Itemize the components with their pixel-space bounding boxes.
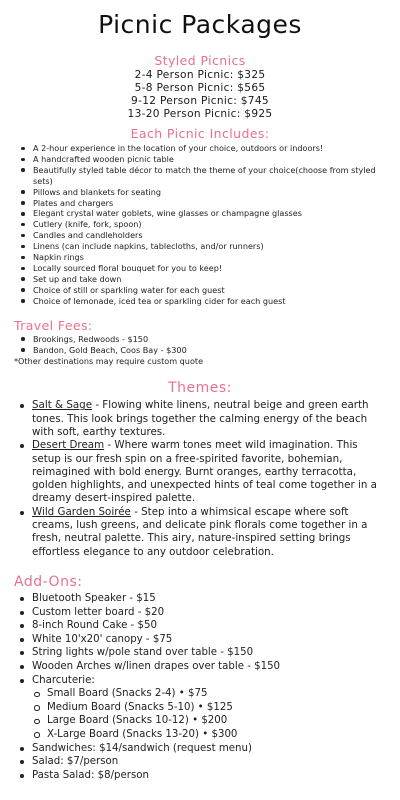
price-line: 2-4 Person Picnic: $325 (134, 69, 266, 81)
price-line: 13-20 Person Picnic: $925 (127, 108, 273, 120)
list-item: Set up and take down (14, 274, 386, 285)
list-item: Plates and chargers (14, 198, 386, 209)
theme-description: - Where warm tones meet wild imagination. This setup is our fresh spin on a free-spirited favorite, bohemian, reimagined with bold energy. Burnt oranges, earthy terracotta, golden highlights, and unexpected hints of teal come together in a dreamy desert-inspired palette. (32, 439, 377, 505)
addons-section (14, 574, 386, 782)
includes-heading: Each Picnic Includes: (130, 126, 270, 141)
list-item: Custom letter board - $20 (14, 606, 386, 620)
list-item: Choice of still or sparkling water for each guest (14, 285, 386, 296)
themes-heading: Themes: (168, 380, 232, 397)
addons-list (14, 592, 386, 782)
list-item: X-Large Board (Snacks 13-20) • $300 (14, 728, 386, 742)
travel-note: *Other destinations may require custom quote (14, 356, 204, 367)
list-item: Locally sourced floral bouquet for you to keep! (14, 263, 386, 274)
list-item: 8-inch Round Cake - $50 (14, 619, 386, 633)
list-item: Large Board (Snacks 10-12) • $200 (14, 714, 386, 728)
list-item: A handcrafted wooden picnic table (14, 154, 386, 165)
theme-name: Salt & Sage (32, 399, 93, 412)
theme-name: Wild Garden Soirée (32, 505, 131, 518)
list-item: Pillows and blankets for seating (14, 187, 386, 198)
travel-list (14, 334, 386, 356)
list-item: Choice of lemonade, iced tea or sparkling cider for each guest (14, 296, 386, 307)
list-item: Cutlery (knife, fork, spoon) (14, 219, 386, 230)
charcuterie-label: Charcuterie: (32, 674, 95, 686)
includes-list (14, 143, 386, 307)
list-item: Bluetooth Speaker - $15 (14, 592, 386, 606)
price-line: 9-12 Person Picnic: $745 (131, 95, 269, 107)
list-item: A 2-hour experience in the location of your choice, outdoors or indoors! (14, 143, 386, 154)
includes-section (14, 126, 386, 307)
theme-description: - Flowing white linens, neutral beige and green earth tones. This look brings together the calming energy of the beach with soft, earthy textures. (32, 399, 369, 438)
travel-section (14, 318, 386, 367)
list-item: Beautifully styled table décor to match the theme of your choice(choose from styled sets) (14, 165, 386, 187)
page-title: Picnic Packages (98, 10, 302, 39)
list-item: Bandon, Gold Beach, Coos Bay - $300 (14, 345, 386, 356)
travel-heading: Travel Fees: (14, 317, 93, 333)
theme-description: - Step into a whimsical escape where soft creams, lush greens, and delicate pink florals come together in a fresh, neutral palette. This airy, nature-inspired setting brings effortless elegance to any outdoor celebration. (32, 505, 368, 558)
styled-picnics-heading: Styled Picnics (154, 53, 246, 68)
price-line: 5-8 Person Picnic: $565 (134, 82, 266, 94)
list-item: Brookings, Redwoods - $150 (14, 334, 386, 345)
list-item: Linens (can include napkins, tablecloths, and/or runners) (14, 241, 386, 252)
list-item: White 10'x20' canopy - $75 (14, 633, 386, 647)
theme-item (14, 439, 386, 505)
charcuterie-list (14, 687, 386, 741)
list-item: Salad: $7/person (14, 755, 386, 769)
list-item: Sandwiches: $14/sandwich (request menu) (14, 742, 386, 756)
theme-item (14, 506, 386, 559)
list-item: Elegant crystal water goblets, wine glasses or champagne glasses (14, 208, 386, 219)
charcuterie-item (14, 674, 386, 742)
list-item: Wooden Arches w/linen drapes over table - $150 (14, 660, 386, 674)
themes-list (14, 399, 386, 559)
list-item: String lights w/pole stand over table - $150 (14, 646, 386, 660)
list-item: Candles and candleholders (14, 230, 386, 241)
theme-name: Desert Dream (32, 439, 105, 452)
list-item: Medium Board (Snacks 5-10) • $125 (14, 701, 386, 715)
list-item: Small Board (Snacks 2-4) • $75 (14, 687, 386, 701)
addons-heading: Add-Ons: (14, 573, 83, 590)
list-item: Napkin rings (14, 252, 386, 263)
styled-picnics-section (14, 53, 386, 121)
themes-section (14, 380, 386, 559)
list-item: Pasta Salad: $8/person (14, 769, 386, 783)
theme-item (14, 399, 386, 439)
